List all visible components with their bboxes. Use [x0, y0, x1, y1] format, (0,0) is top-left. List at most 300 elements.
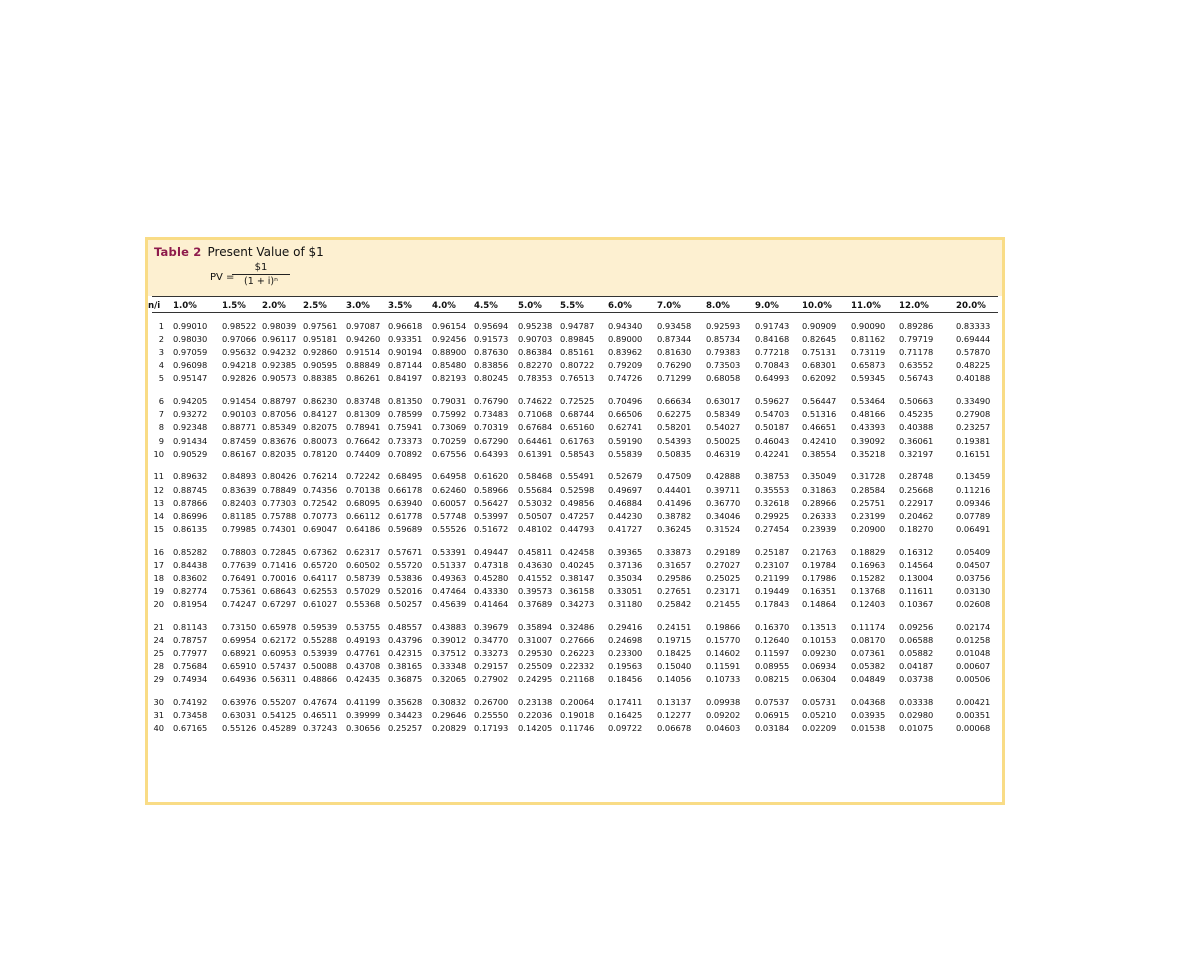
table-cell: 0.05210	[802, 710, 837, 721]
table-cell: 0.24151	[657, 621, 692, 632]
table-cell: 0.27027	[706, 559, 741, 570]
table-cell: 0.33348	[432, 661, 467, 672]
table-cell: 0.50835	[657, 448, 692, 459]
table-cell: 0.55684	[518, 484, 553, 495]
table-cell: 0.33873	[657, 546, 692, 557]
table-cell: 0.62741	[608, 422, 643, 433]
table-cell: 0.59345	[851, 373, 886, 384]
table-cell: 0.56427	[474, 497, 509, 508]
table-cell: 0.76491	[222, 572, 257, 583]
table-cell: 0.97561	[303, 321, 338, 331]
table-cell: 0.14864	[802, 599, 837, 609]
table-cell: 0.86135	[173, 523, 208, 534]
row-period: 7	[158, 409, 164, 420]
table-cell: 0.07789	[956, 510, 991, 521]
table-cell: 0.67165	[173, 723, 208, 734]
table-cell: 0.13513	[802, 621, 837, 632]
table-cell: 0.53997	[474, 510, 509, 521]
row-period: 14	[153, 510, 164, 521]
table-cell: 0.71299	[657, 373, 692, 384]
table-cell: 0.74247	[222, 599, 257, 609]
table-cell: 0.08215	[755, 674, 790, 685]
table-cell: 0.45289	[262, 723, 297, 734]
table-cell: 0.71068	[518, 409, 553, 420]
table-cell: 0.51337	[432, 559, 467, 570]
table-cell: 0.06915	[755, 710, 790, 721]
table-cell: 0.59627	[755, 396, 790, 407]
table-cell: 0.05882	[899, 648, 934, 658]
table-cell: 0.62172	[262, 634, 297, 645]
table-cell: 0.09346	[956, 497, 991, 508]
table-cell: 0.51316	[802, 409, 837, 420]
row-period: 13	[153, 497, 164, 508]
table-cell: 0.14602	[706, 648, 741, 658]
table-cell: 0.53836	[388, 572, 423, 583]
table-cell: 0.46043	[755, 435, 790, 446]
table-cell: 0.00506	[956, 674, 991, 685]
rate-header: 3.5%	[388, 301, 412, 311]
table-cell: 0.87056	[262, 409, 297, 420]
table-cell: 0.75361	[222, 585, 257, 596]
table-cell: 0.62275	[657, 409, 692, 420]
table-cell: 0.16963	[851, 559, 886, 570]
table-cell: 0.77303	[262, 497, 297, 508]
table-cell: 0.01075	[899, 723, 934, 734]
row-period: 25	[153, 648, 164, 658]
table-cell: 0.70892	[388, 448, 423, 459]
table-cell: 0.23300	[608, 648, 643, 658]
table-cell: 0.73150	[222, 621, 257, 632]
table-cell: 0.07361	[851, 648, 886, 658]
table-cell: 0.62460	[432, 484, 467, 495]
table-cell: 0.01048	[956, 648, 991, 658]
table-cell: 0.58543	[560, 448, 595, 459]
table-cell: 0.70016	[262, 572, 297, 583]
table-cell: 0.70496	[608, 396, 643, 407]
table-cell: 0.68095	[346, 497, 381, 508]
table-cell: 0.31524	[706, 523, 741, 534]
table-cell: 0.50663	[899, 396, 934, 407]
table-cell: 0.96154	[432, 321, 467, 331]
table-cell: 0.85349	[262, 422, 297, 433]
table-cell: 0.29157	[474, 661, 509, 672]
table-cell: 0.23257	[956, 422, 991, 433]
table-cell: 0.02174	[956, 621, 991, 632]
table-cell: 0.07537	[755, 697, 790, 707]
row-period: 10	[153, 448, 164, 459]
table-cell: 0.88797	[262, 396, 297, 407]
table-cell: 0.73119	[851, 347, 886, 358]
rate-header: 1.0%	[173, 301, 197, 311]
table-cell: 0.34770	[474, 634, 509, 645]
table-cell: 0.01258	[956, 634, 991, 645]
table-cell: 0.64993	[755, 373, 790, 384]
table-cell: 0.09256	[899, 621, 934, 632]
table-cell: 0.83962	[608, 347, 643, 358]
table-cell: 0.43330	[474, 585, 509, 596]
table-cell: 0.73458	[173, 710, 208, 721]
table-cell: 0.54027	[706, 422, 741, 433]
row-period: 18	[153, 572, 164, 583]
table-cell: 0.91743	[755, 321, 790, 331]
table-cell: 0.86230	[303, 396, 338, 407]
table-cell: 0.03184	[755, 723, 790, 734]
table-cell: 0.48557	[388, 621, 423, 632]
table-cell: 0.08170	[851, 634, 886, 645]
table-cell: 0.38753	[755, 471, 790, 482]
row-period: 30	[153, 697, 164, 707]
table-cell: 0.61027	[303, 599, 338, 609]
table-cell: 0.09722	[608, 723, 643, 734]
table-cell: 0.71416	[262, 559, 297, 570]
table-cell: 0.65978	[262, 621, 297, 632]
row-period: 8	[158, 422, 164, 433]
table-cell: 0.74934	[173, 674, 208, 685]
table-cell: 0.14056	[657, 674, 692, 685]
table-cell: 0.42458	[560, 546, 595, 557]
table-cell: 0.39999	[346, 710, 381, 721]
table-cell: 0.75788	[262, 510, 297, 521]
rate-header: 3.0%	[346, 301, 370, 311]
table-cell: 0.58201	[657, 422, 692, 433]
table-cell: 0.41464	[474, 599, 509, 609]
table-cell: 0.93458	[657, 321, 692, 331]
table-cell: 0.25842	[657, 599, 692, 609]
table-cell: 0.22036	[518, 710, 553, 721]
table-cell: 0.00351	[956, 710, 991, 721]
table-cell: 0.14564	[899, 559, 934, 570]
table-cell: 0.29416	[608, 621, 643, 632]
table-cell: 0.90529	[173, 448, 208, 459]
table-cell: 0.64393	[474, 448, 509, 459]
formula-fraction	[232, 262, 290, 287]
table-cell: 0.92348	[173, 422, 208, 433]
table-cell: 0.82270	[518, 360, 553, 371]
table-cell: 0.47761	[346, 648, 381, 658]
table-cell: 0.50187	[755, 422, 790, 433]
table-cell: 0.76290	[657, 360, 692, 371]
table-title	[154, 245, 324, 259]
table-cell: 0.15770	[706, 634, 741, 645]
table-cell: 0.04507	[956, 559, 991, 570]
table-cell: 0.03935	[851, 710, 886, 721]
table-cell: 0.09202	[706, 710, 741, 721]
table-cell: 0.68495	[388, 471, 423, 482]
table-cell: 0.29586	[657, 572, 692, 583]
table-cell: 0.55288	[303, 634, 338, 645]
table-cell: 0.27454	[755, 523, 790, 534]
table-cell: 0.21168	[560, 674, 595, 685]
table-cell: 0.89286	[899, 321, 934, 331]
table-cell: 0.52598	[560, 484, 595, 495]
table-cell: 0.02608	[956, 599, 991, 609]
table-cell: 0.15040	[657, 661, 692, 672]
table-cell: 0.38782	[657, 510, 692, 521]
table-cell: 0.62092	[802, 373, 837, 384]
table-cell: 0.41552	[518, 572, 553, 583]
table-cell: 0.60057	[432, 497, 467, 508]
table-cell: 0.41727	[608, 523, 643, 534]
rate-header: 5.5%	[560, 301, 584, 311]
table-cell: 0.17193	[474, 723, 509, 734]
table-cell: 0.25187	[755, 546, 790, 557]
row-period: 24	[153, 634, 164, 645]
table-cell: 0.64461	[518, 435, 553, 446]
table-cell: 0.48225	[956, 360, 991, 371]
table-cell: 0.32486	[560, 621, 595, 632]
table-cell: 0.35218	[851, 448, 886, 459]
table-cell: 0.95632	[222, 347, 257, 358]
rate-header: 2.5%	[303, 301, 327, 311]
table-cell: 0.04368	[851, 697, 886, 707]
table-cell: 0.92826	[222, 373, 257, 384]
table-cell: 0.50088	[303, 661, 338, 672]
table-cell: 0.87630	[474, 347, 509, 358]
table-cell: 0.65160	[560, 422, 595, 433]
table-cell: 0.78599	[388, 409, 423, 420]
table-cell: 0.62553	[303, 585, 338, 596]
table-cell: 0.31657	[657, 559, 692, 570]
table-cell: 0.42410	[802, 435, 837, 446]
table-cell: 0.38147	[560, 572, 595, 583]
table-cell: 0.73503	[706, 360, 741, 371]
table-cell: 0.69047	[303, 523, 338, 534]
table-cell: 0.83676	[262, 435, 297, 446]
table-cell: 0.80426	[262, 471, 297, 482]
table-cell: 0.68921	[222, 648, 257, 658]
table-cell: 0.54703	[755, 409, 790, 420]
table-cell: 0.44230	[608, 510, 643, 521]
table-cell: 0.84893	[222, 471, 257, 482]
table-cell: 0.00607	[956, 661, 991, 672]
table-cell: 0.19784	[802, 559, 837, 570]
header-rule-bottom	[152, 312, 998, 313]
table-cell: 0.21763	[802, 546, 837, 557]
table-cell: 0.28748	[899, 471, 934, 482]
table-cell: 0.73069	[432, 422, 467, 433]
table-cell: 0.90103	[222, 409, 257, 420]
table-cell: 0.92385	[262, 360, 297, 371]
table-cell: 0.42315	[388, 648, 423, 658]
table-cell: 0.87144	[388, 360, 423, 371]
table-cell: 0.40188	[956, 373, 991, 384]
table-cell: 0.12403	[851, 599, 886, 609]
table-cell: 0.71178	[899, 347, 934, 358]
table-cell: 0.23107	[755, 559, 790, 570]
table-cell: 0.98030	[173, 334, 208, 345]
table-cell: 0.87459	[222, 435, 257, 446]
table-cell: 0.19381	[956, 435, 991, 446]
table-cell: 0.06588	[899, 634, 934, 645]
table-cell: 0.77977	[173, 648, 208, 658]
table-cell: 0.17411	[608, 697, 643, 707]
table-cell: 0.57029	[346, 585, 381, 596]
table-cell: 0.17843	[755, 599, 790, 609]
table-cell: 0.68301	[802, 360, 837, 371]
row-period: 12	[153, 484, 164, 495]
table-cell: 0.70319	[474, 422, 509, 433]
table-cell: 0.81185	[222, 510, 257, 521]
row-period: 40	[153, 723, 164, 734]
table-cell: 0.57748	[432, 510, 467, 521]
table-cell: 0.54125	[262, 710, 297, 721]
table-cell: 0.11216	[956, 484, 991, 495]
table-cell: 0.24295	[518, 674, 553, 685]
table-cell: 0.52679	[608, 471, 643, 482]
table-cell: 0.76790	[474, 396, 509, 407]
table-cell: 0.82035	[262, 448, 297, 459]
table-cell: 0.55839	[608, 448, 643, 459]
rate-header: 2.0%	[262, 301, 286, 311]
table-cell: 0.49363	[432, 572, 467, 583]
table-cell: 0.23939	[802, 523, 837, 534]
table-cell: 0.06678	[657, 723, 692, 734]
table-cell: 0.76214	[303, 471, 338, 482]
table-cell: 0.25257	[388, 723, 423, 734]
table-cell: 0.18425	[657, 648, 692, 658]
table-cell: 0.67297	[262, 599, 297, 609]
table-cell: 0.46511	[303, 710, 338, 721]
table-cell: 0.55720	[388, 559, 423, 570]
table-cell: 0.63017	[706, 396, 741, 407]
row-period: 5	[158, 373, 164, 384]
table-cell: 0.78353	[518, 373, 553, 384]
table-cell: 0.55526	[432, 523, 467, 534]
table-cell: 0.37512	[432, 648, 467, 658]
table-cell: 0.28966	[802, 497, 837, 508]
table-cell: 0.87866	[173, 497, 208, 508]
table-cell: 0.18829	[851, 546, 886, 557]
table-cell: 0.59689	[388, 523, 423, 534]
table-cell: 0.62317	[346, 546, 381, 557]
table-cell: 0.53755	[346, 621, 381, 632]
table-cell: 0.48166	[851, 409, 886, 420]
table-cell: 0.67362	[303, 546, 338, 557]
table-cell: 0.98522	[222, 321, 257, 331]
table-label: Table 2	[154, 245, 202, 259]
table-cell: 0.41496	[657, 497, 692, 508]
table-cell: 0.42435	[346, 674, 381, 685]
table-cell: 0.81954	[173, 599, 208, 609]
table-cell: 0.83748	[346, 396, 381, 407]
table-cell: 0.86167	[222, 448, 257, 459]
table-cell: 0.43883	[432, 621, 467, 632]
table-cell: 0.97059	[173, 347, 208, 358]
table-cell: 0.27902	[474, 674, 509, 685]
table-cell: 0.50257	[388, 599, 423, 609]
table-cell: 0.03738	[899, 674, 934, 685]
table-cell: 0.36061	[899, 435, 934, 446]
table-cell: 0.61763	[560, 435, 595, 446]
table-cell: 0.54393	[657, 435, 692, 446]
table-cell: 0.19018	[560, 710, 595, 721]
row-period: 2	[158, 334, 164, 345]
table-cell: 0.35894	[518, 621, 553, 632]
table-cell: 0.78941	[346, 422, 381, 433]
table-cell: 0.19449	[755, 585, 790, 596]
table-cell: 0.39092	[851, 435, 886, 446]
table-cell: 0.81162	[851, 334, 886, 345]
table-cell: 0.33051	[608, 585, 643, 596]
table-cell: 0.63976	[222, 697, 257, 707]
table-cell: 0.88745	[173, 484, 208, 495]
table-cell: 0.11611	[899, 585, 934, 596]
row-period: 31	[153, 710, 164, 721]
table-cell: 0.44793	[560, 523, 595, 534]
table-cell: 0.16351	[802, 585, 837, 596]
table-cell: 0.65873	[851, 360, 886, 371]
table-cell: 0.89000	[608, 334, 643, 345]
table-cell: 0.47464	[432, 585, 467, 596]
table-cell: 0.94787	[560, 321, 595, 331]
table-cell: 0.51672	[474, 523, 509, 534]
table-cell: 0.81630	[657, 347, 692, 358]
table-cell: 0.86384	[518, 347, 553, 358]
table-cell: 0.88849	[346, 360, 381, 371]
table-cell: 0.27651	[657, 585, 692, 596]
table-cell: 0.78757	[173, 634, 208, 645]
table-cell: 0.56447	[802, 396, 837, 407]
table-cell: 0.38554	[802, 448, 837, 459]
table-cell: 0.11746	[560, 723, 595, 734]
table-cell: 0.19715	[657, 634, 692, 645]
table-cell: 0.13768	[851, 585, 886, 596]
table-cell: 0.64186	[346, 523, 381, 534]
rate-header: 10.0%	[802, 301, 832, 311]
table-cell: 0.83602	[173, 572, 208, 583]
table-cell: 0.50025	[706, 435, 741, 446]
table-cell: 0.08955	[755, 661, 790, 672]
table-cell: 0.66112	[346, 510, 381, 521]
table-cell: 0.58468	[518, 471, 553, 482]
table-cell: 0.30832	[432, 697, 467, 707]
table-cell: 0.79031	[432, 396, 467, 407]
table-cell: 0.49447	[474, 546, 509, 557]
row-period: 28	[153, 661, 164, 672]
table-cell: 0.28584	[851, 484, 886, 495]
table-cell: 0.66634	[657, 396, 692, 407]
table-cell: 0.45235	[899, 409, 934, 420]
table-cell: 0.49193	[346, 634, 381, 645]
table-cell: 0.90595	[303, 360, 338, 371]
table-cell: 0.61778	[388, 510, 423, 521]
table-cell: 0.91573	[474, 334, 509, 345]
table-cell: 0.26700	[474, 697, 509, 707]
corner-header: n/i	[148, 301, 161, 311]
table-cell: 0.11174	[851, 621, 886, 632]
table-cell: 0.80722	[560, 360, 595, 371]
table-cell: 0.31728	[851, 471, 886, 482]
table-cell: 0.37136	[608, 559, 643, 570]
rate-header: 8.0%	[706, 301, 730, 311]
table-cell: 0.16425	[608, 710, 643, 721]
table-cell: 0.19866	[706, 621, 741, 632]
table-cell: 0.32197	[899, 448, 934, 459]
table-cell: 0.68058	[706, 373, 741, 384]
table-cell: 0.39573	[518, 585, 553, 596]
table-cell: 0.82403	[222, 497, 257, 508]
table-cell: 0.12640	[755, 634, 790, 645]
table-cell: 0.98039	[262, 321, 297, 331]
table-cell: 0.29530	[518, 648, 553, 658]
table-cell: 0.84438	[173, 559, 208, 570]
table-cell: 0.63940	[388, 497, 423, 508]
table-cell: 0.53032	[518, 497, 553, 508]
table-cell: 0.85734	[706, 334, 741, 345]
table-cell: 0.90194	[388, 347, 423, 358]
table-cell: 0.35034	[608, 572, 643, 583]
table-cell: 0.23199	[851, 510, 886, 521]
